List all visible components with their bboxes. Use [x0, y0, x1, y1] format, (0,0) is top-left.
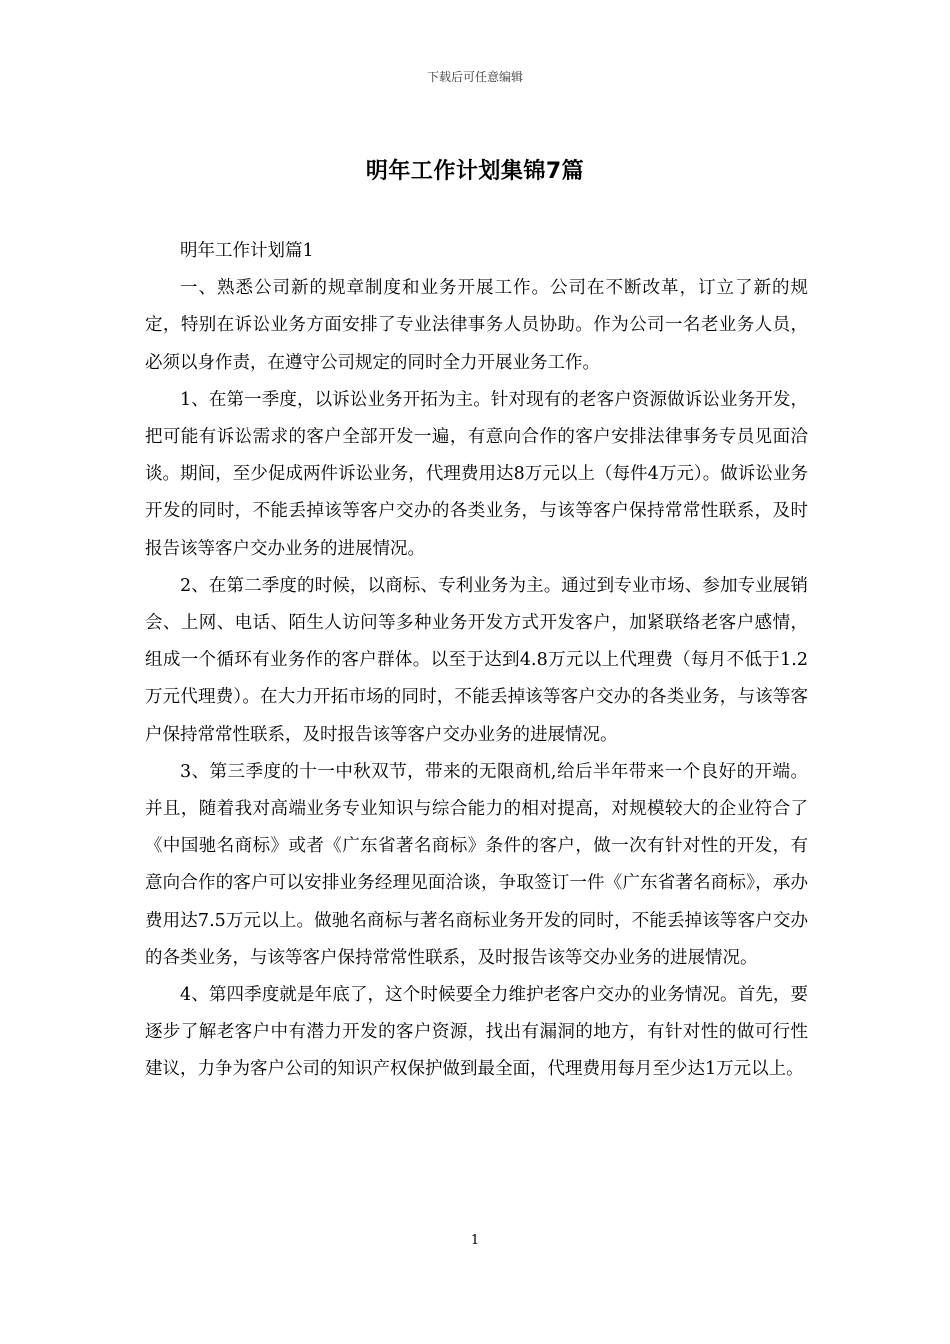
page-header-note: 下载后可任意编辑 — [426, 70, 523, 84]
document-title: 明年工作计划集锦7篇 — [365, 159, 585, 184]
paragraph-q2: 2、在第二季度的时候，以商标、专利业务为主。通过到专业市场、参加专业展销会、上网、电话、陌生人访问等多种业务开发方式开发客户，加紧联络老客户感情，组成一个循环有业务作的客户群体。以至于达到4.8万元以上代理费（每月不低于1.2万元代理费）。在大力开拓市场的同时，不能丢掉该等客户交办的各类业务，与该等客户保持常常性联系，及时报告该等客户交办业务的进展情况。 — [145, 575, 808, 745]
paragraph-intro: 一、熟悉公司新的规章制度和业务开展工作。公司在不断改革，订立了新的规定，特别在诉讼业务方面安排了专业法律事务人员协助。作为公司一名老业务人员，必须以身作责，在遵守公司规定的同时全力开展业务工作。 — [145, 278, 808, 373]
page-number: 1 — [470, 1233, 480, 1248]
paragraph-q4: 4、第四季度就是年底了，这个时候要全力维护老客户交办的业务情况。首先，要逐步了解老客户中有潜力开发的客户资源，找出有漏洞的地方，有针对性的做可行性建议，力争为客户公司的知识产权保护做到最全面，代理费用每月至少达1万元以上。 — [145, 985, 808, 1080]
document-body — [145, 233, 808, 1089]
paragraph-q3: 3、第三季度的十一中秋双节，带来的无限商机,给后半年带来一个良好的开端。并且，随着我对高端业务专业知识与综合能力的相对提高，对规模较大的企业符合了《中国驰名商标》或者《广东省著名商标》条件的客户，做一次有针对性的开发，有意向合作的客户可以安排业务经理见面洽谈，争取签订一件《广东省著名商标》，承办费用达7.5万元以上。做驰名商标与著名商标业务开发的同时，不能丢掉该等客户交办的各类业务，与该等客户保持常常性联系，及时报告该等交办业务的进展情况。 — [145, 761, 808, 968]
section-heading: 明年工作计划篇1 — [180, 241, 314, 261]
paragraph-q1: 1、在第一季度，以诉讼业务开拓为主。针对现有的老客户资源做诉讼业务开发，把可能有诉讼需求的客户全部开发一遍，有意向合作的客户安排法律事务专员见面洽谈。期间，至少促成两件诉讼业务，代理费用达8万元以上（每件4万元）。做诉讼业务开发的同时，不能丢掉该等客户交办的各类业务，与该等客户保持常常性联系，及时报告该等客户交办业务的进展情况。 — [145, 389, 808, 559]
